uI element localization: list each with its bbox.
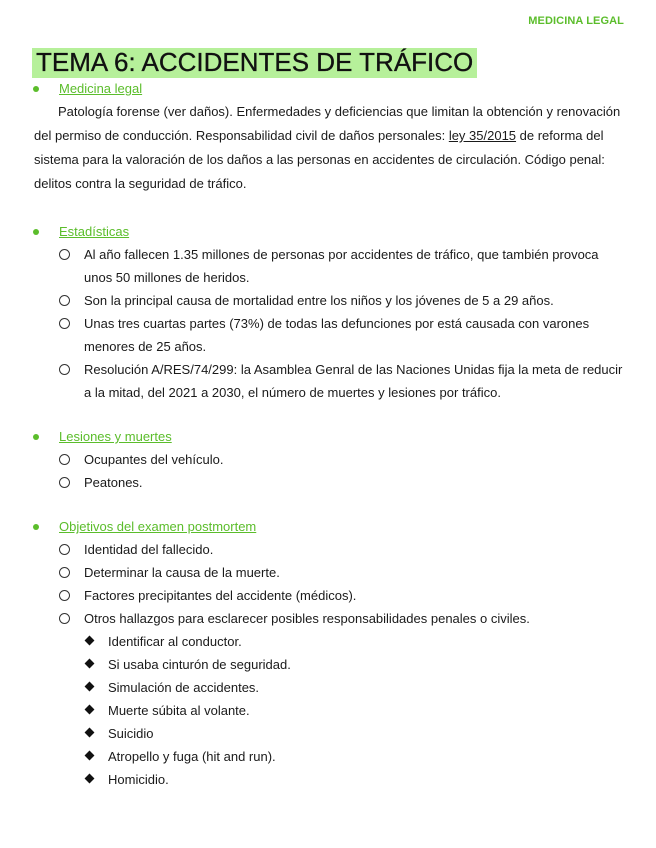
paragraph-text: de reforma del sistema para la valoración de los daños a las personas en accidentes de circulación. Código penal: delitos contra la seguridad de tráfico. <box>34 128 605 191</box>
sublist-item <box>0 722 656 745</box>
sublist-item <box>0 653 656 676</box>
list-item <box>0 448 656 471</box>
list-item-text: Determinar la causa de la muerte. <box>84 565 280 580</box>
bullet-dot-icon <box>33 86 39 92</box>
diamond-bullet-icon <box>85 659 95 669</box>
sublist-item <box>0 699 656 722</box>
circle-bullet-icon <box>59 477 70 488</box>
list-item <box>0 471 656 494</box>
sublist-item-text: Homicidio. <box>108 772 169 787</box>
diamond-bullet-icon <box>85 751 95 761</box>
document-body <box>0 78 656 791</box>
list-item <box>0 607 656 630</box>
bullet-dot-icon <box>33 434 39 440</box>
injuries-list <box>0 448 656 494</box>
circle-bullet-icon <box>59 364 70 375</box>
findings-sublist <box>0 630 656 791</box>
page-title: TEMA 6: ACCIDENTES DE TRÁFICO <box>32 46 477 78</box>
sublist-item-text: Suicidio <box>108 726 154 741</box>
sublist-item <box>0 630 656 653</box>
paragraph-text: Patología forense (ver daños). Enfermedades y deficiencias que limitan la obtención y renovación del permiso de conducción. Responsabilidad civil de daños personales: <box>34 104 621 143</box>
diamond-bullet-icon <box>85 705 95 715</box>
list-item-text: Factores precipitantes del accidente (médicos). <box>84 588 357 603</box>
sublist-item <box>0 676 656 699</box>
objectives-list <box>0 538 656 630</box>
diamond-bullet-icon <box>85 774 95 784</box>
circle-bullet-icon <box>59 249 70 260</box>
section-heading <box>0 78 656 100</box>
bullet-dot-icon <box>33 524 39 530</box>
list-item-text: Unas tres cuartas partes (73%) de todas las defunciones por está causada con varones menores de 25 años. <box>84 316 590 354</box>
diamond-bullet-icon <box>85 728 95 738</box>
sublist-item-text: Muerte súbita al volante. <box>108 703 250 718</box>
section-heading-text: Estadísticas <box>59 224 130 239</box>
statistics-list <box>0 243 656 404</box>
section-estadisticas <box>0 221 656 404</box>
sublist-item <box>0 745 656 768</box>
sublist-item-text: Si usaba cinturón de seguridad. <box>108 657 291 672</box>
list-item-text: Peatones. <box>84 475 143 490</box>
list-item <box>0 358 656 404</box>
list-item <box>0 312 656 358</box>
section-objetivos <box>0 516 656 791</box>
circle-bullet-icon <box>59 590 70 601</box>
list-item <box>0 289 656 312</box>
circle-bullet-icon <box>59 318 70 329</box>
paragraph <box>34 100 626 196</box>
circle-bullet-icon <box>59 454 70 465</box>
diamond-bullet-icon <box>85 682 95 692</box>
circle-bullet-icon <box>59 295 70 306</box>
section-heading <box>0 516 656 538</box>
section-lesiones <box>0 426 656 494</box>
sublist-item <box>0 768 656 791</box>
circle-bullet-icon <box>59 613 70 624</box>
law-reference-link[interactable]: ley 35/2015 <box>448 128 517 143</box>
sublist-item-text: Atropello y fuga (hit and run). <box>108 749 276 764</box>
section-heading <box>0 221 656 243</box>
bullet-dot-icon <box>33 229 39 235</box>
section-medicina-legal <box>0 78 656 196</box>
list-item-text: Son la principal causa de mortalidad entre los niños y los jóvenes de 5 a 29 años. <box>84 293 554 308</box>
list-item-text: Identidad del fallecido. <box>84 542 214 557</box>
list-item <box>0 584 656 607</box>
list-item-text: Otros hallazgos para esclarecer posibles responsabilidades penales o civiles. <box>84 611 530 626</box>
circle-bullet-icon <box>59 544 70 555</box>
diamond-bullet-icon <box>85 636 95 646</box>
header-label: MEDICINA LEGAL <box>528 15 624 27</box>
list-item <box>0 538 656 561</box>
sublist-item-text: Simulación de accidentes. <box>108 680 260 695</box>
list-item-text: Ocupantes del vehículo. <box>84 452 224 467</box>
circle-bullet-icon <box>59 567 70 578</box>
list-item-text: Al año fallecen 1.35 millones de personas por accidentes de tráfico, que también provoca unos 50 millones de heridos. <box>84 247 599 285</box>
list-item-text: Resolución A/RES/74/299: la Asamblea Genral de las Naciones Unidas fija la meta de reducir a la mitad, del 2021 a 2030, el número de muertes y lesiones por tráfico. <box>84 362 623 400</box>
section-heading-text: Lesiones y muertes <box>59 429 172 444</box>
sublist-item-text: Identificar al conductor. <box>108 634 242 649</box>
section-heading-text: Objetivos del examen postmortem <box>59 519 257 534</box>
list-item <box>0 561 656 584</box>
list-item <box>0 243 656 289</box>
section-heading <box>0 426 656 448</box>
section-heading-text: Medicina legal <box>59 81 143 96</box>
